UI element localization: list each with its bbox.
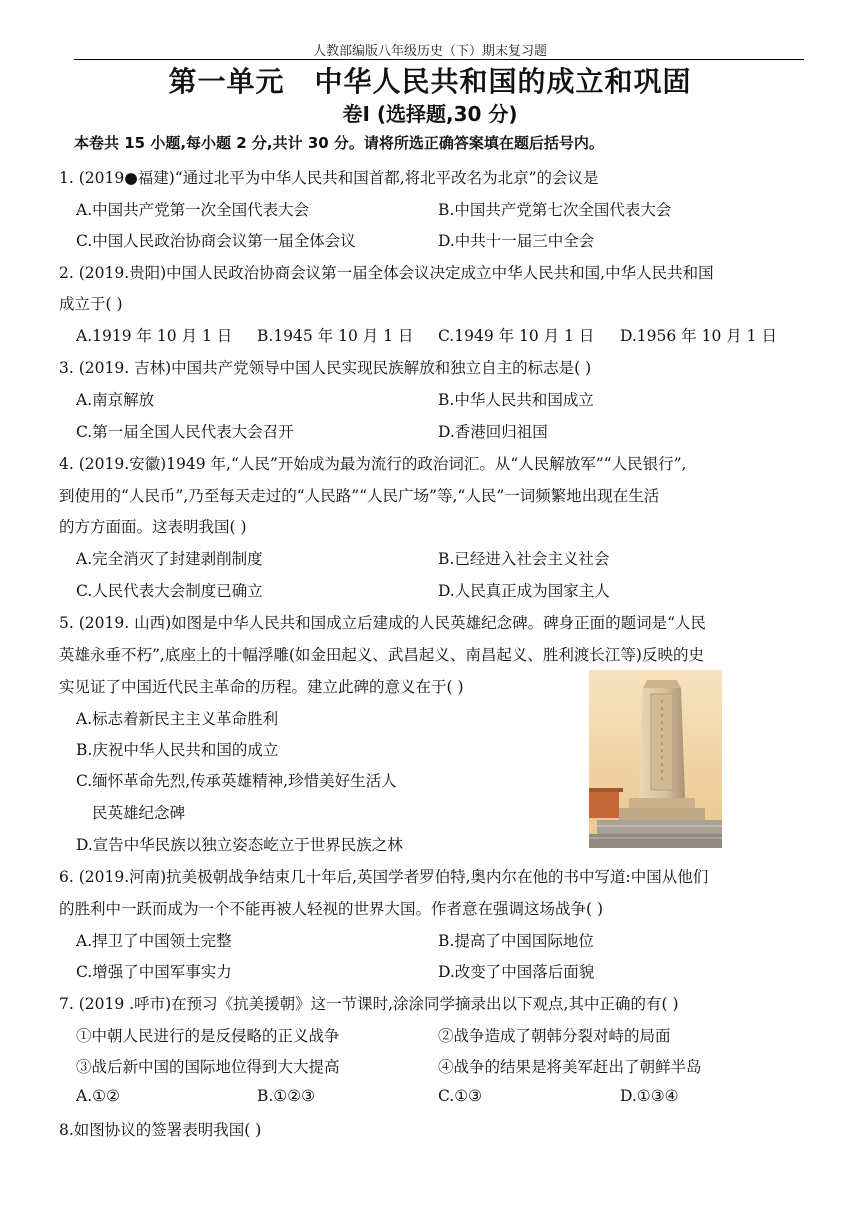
q4-option-b: B.已经进入社会主义社会: [438, 550, 610, 568]
q5-option-c-cont: 民英雄纪念碑: [92, 804, 186, 822]
q3-option-a: A.南京解放: [76, 391, 155, 409]
q2-stem-2: 成立于( ): [59, 295, 123, 313]
q6-option-d: D.改变了中国落后面貌: [438, 963, 595, 981]
q3-option-b: B.中华人民共和国成立: [438, 391, 594, 409]
q7-option-b: B.①②③: [257, 1087, 316, 1105]
q5-stem-1: 5. (2019. 山西)如图是中华人民共和国成立后建成的人民英雄纪念碑。碑身正面的题词是“人民: [59, 614, 707, 632]
q7-item-4: ④战争的结果是将美军赶出了朝鲜半岛: [438, 1058, 702, 1076]
q7-option-d: D.①③④: [620, 1087, 679, 1105]
q4-stem-1: 4. (2019.安徽)1949 年,“人民”开始成为最为流行的政治词汇。从“人民解放军”“人民银行”,: [59, 455, 687, 473]
q5-stem-3: 实见证了中国近代民主革命的历程。建立此碑的意义在于( ): [59, 678, 464, 696]
section-subtitle: 卷Ⅰ (选择题,30 分): [342, 102, 518, 126]
q3-option-c: C.第一届全国人民代表大会召开: [76, 423, 294, 441]
q2-option-d: D.1956 年 10 月 1 日: [620, 327, 777, 345]
q5-option-d: D.宣告中华民族以独立姿态屹立于世界民族之林: [76, 836, 403, 854]
q4-stem-2: 到使用的“人民币”,乃至每天走过的“人民路”“人民广场”等,“人民”一词频繁地出现在生活: [59, 487, 660, 505]
unit-title-right: 中华人民共和国的成立和巩固: [314, 65, 692, 98]
q4-option-d: D.人民真正成为国家主人: [438, 582, 610, 600]
monument-illustration: [589, 670, 722, 848]
q2-option-c: C.1949 年 10 月 1 日: [438, 327, 595, 345]
q6-option-c: C.增强了中国军事实力: [76, 963, 232, 981]
q7-option-c: C.①③: [438, 1087, 483, 1105]
unit-title: [0, 60, 860, 100]
q1-option-b: B.中国共产党第七次全国代表大会: [438, 201, 672, 219]
q7-item-1: ①中朝人民进行的是反侵略的正义战争: [76, 1027, 340, 1045]
q2-option-b: B.1945 年 10 月 1 日: [257, 327, 414, 345]
page-header: 人教部编版八年级历史（下）期末复习题: [312, 44, 547, 59]
q7-item-2: ②战争造成了朝韩分裂对峙的局面: [438, 1027, 671, 1045]
unit-title-left: 第一单元: [168, 65, 285, 98]
q4-option-a: A.完全消灭了封建剥削制度: [76, 550, 263, 568]
q1-option-a: A.中国共产党第一次全国代表大会: [76, 201, 310, 219]
q3-stem: 3. (2019. 吉林)中国共产党领导中国人民实现民族解放和独立自主的标志是( ): [59, 359, 592, 377]
instructions: 本卷共 15 小题,每小题 2 分,共计 30 分。请将所选正确答案填在题后括号内。: [74, 134, 604, 152]
q1-stem: 1. (2019●福建)“通过北平为中华人民共和国首都,将北平改名为北京”的会议是: [59, 169, 599, 187]
q4-stem-3: 的方方面面。这表明我国( ): [59, 518, 247, 536]
monument-photo: [589, 670, 722, 848]
q5-option-b: B.庆祝中华人民共和国的成立: [76, 741, 279, 759]
q6-stem-1: 6. (2019.河南)抗美极朝战争结束几十年后,英国学者罗伯特,奥内尔在他的书中写道:中国从他们: [59, 868, 709, 886]
q1-option-c: C.中国人民政治协商会议第一届全体会议: [76, 232, 356, 250]
q7-option-a: A.①②: [76, 1087, 120, 1105]
q2-stem-1: 2. (2019.贵阳)中国人民政治协商会议第一届全体会议决定成立中华人民共和国,中华人民共和国: [59, 264, 714, 282]
q5-stem-2: 英雄永垂不朽”,底座上的十幅浮雕(如金田起义、武昌起义、南昌起义、胜利渡长江等)反映的史: [59, 646, 704, 664]
q5-option-a: A.标志着新民主主义革命胜利: [76, 710, 279, 728]
q1-option-d: D.中共十一届三中全会: [438, 232, 595, 250]
q7-item-3: ③战后新中国的国际地位得到大大提高: [76, 1058, 340, 1076]
q3-option-d: D.香港回归祖国: [438, 423, 548, 441]
q7-stem: 7. (2019 .呼市)在预习《抗美援朝》这一节课时,涂涂同学摘录出以下观点,其中正确的有( ): [59, 995, 679, 1013]
q4-option-c: C.人民代表大会制度已确立: [76, 582, 263, 600]
q6-option-a: A.捍卫了中国领土完整: [76, 932, 232, 950]
q6-stem-2: 的胜利中一跃而成为一个不能再被人轻视的世界大国。作者意在强调这场战争( ): [59, 900, 604, 918]
q8-stem: 8.如图协议的签署表明我国( ): [59, 1121, 262, 1139]
q2-option-a: A.1919 年 10 月 1 日: [76, 327, 233, 345]
q5-option-c: C.缅怀革命先烈,传承英雄精神,珍惜美好生活人: [76, 772, 397, 790]
q6-option-b: B.提高了中国国际地位: [438, 932, 594, 950]
